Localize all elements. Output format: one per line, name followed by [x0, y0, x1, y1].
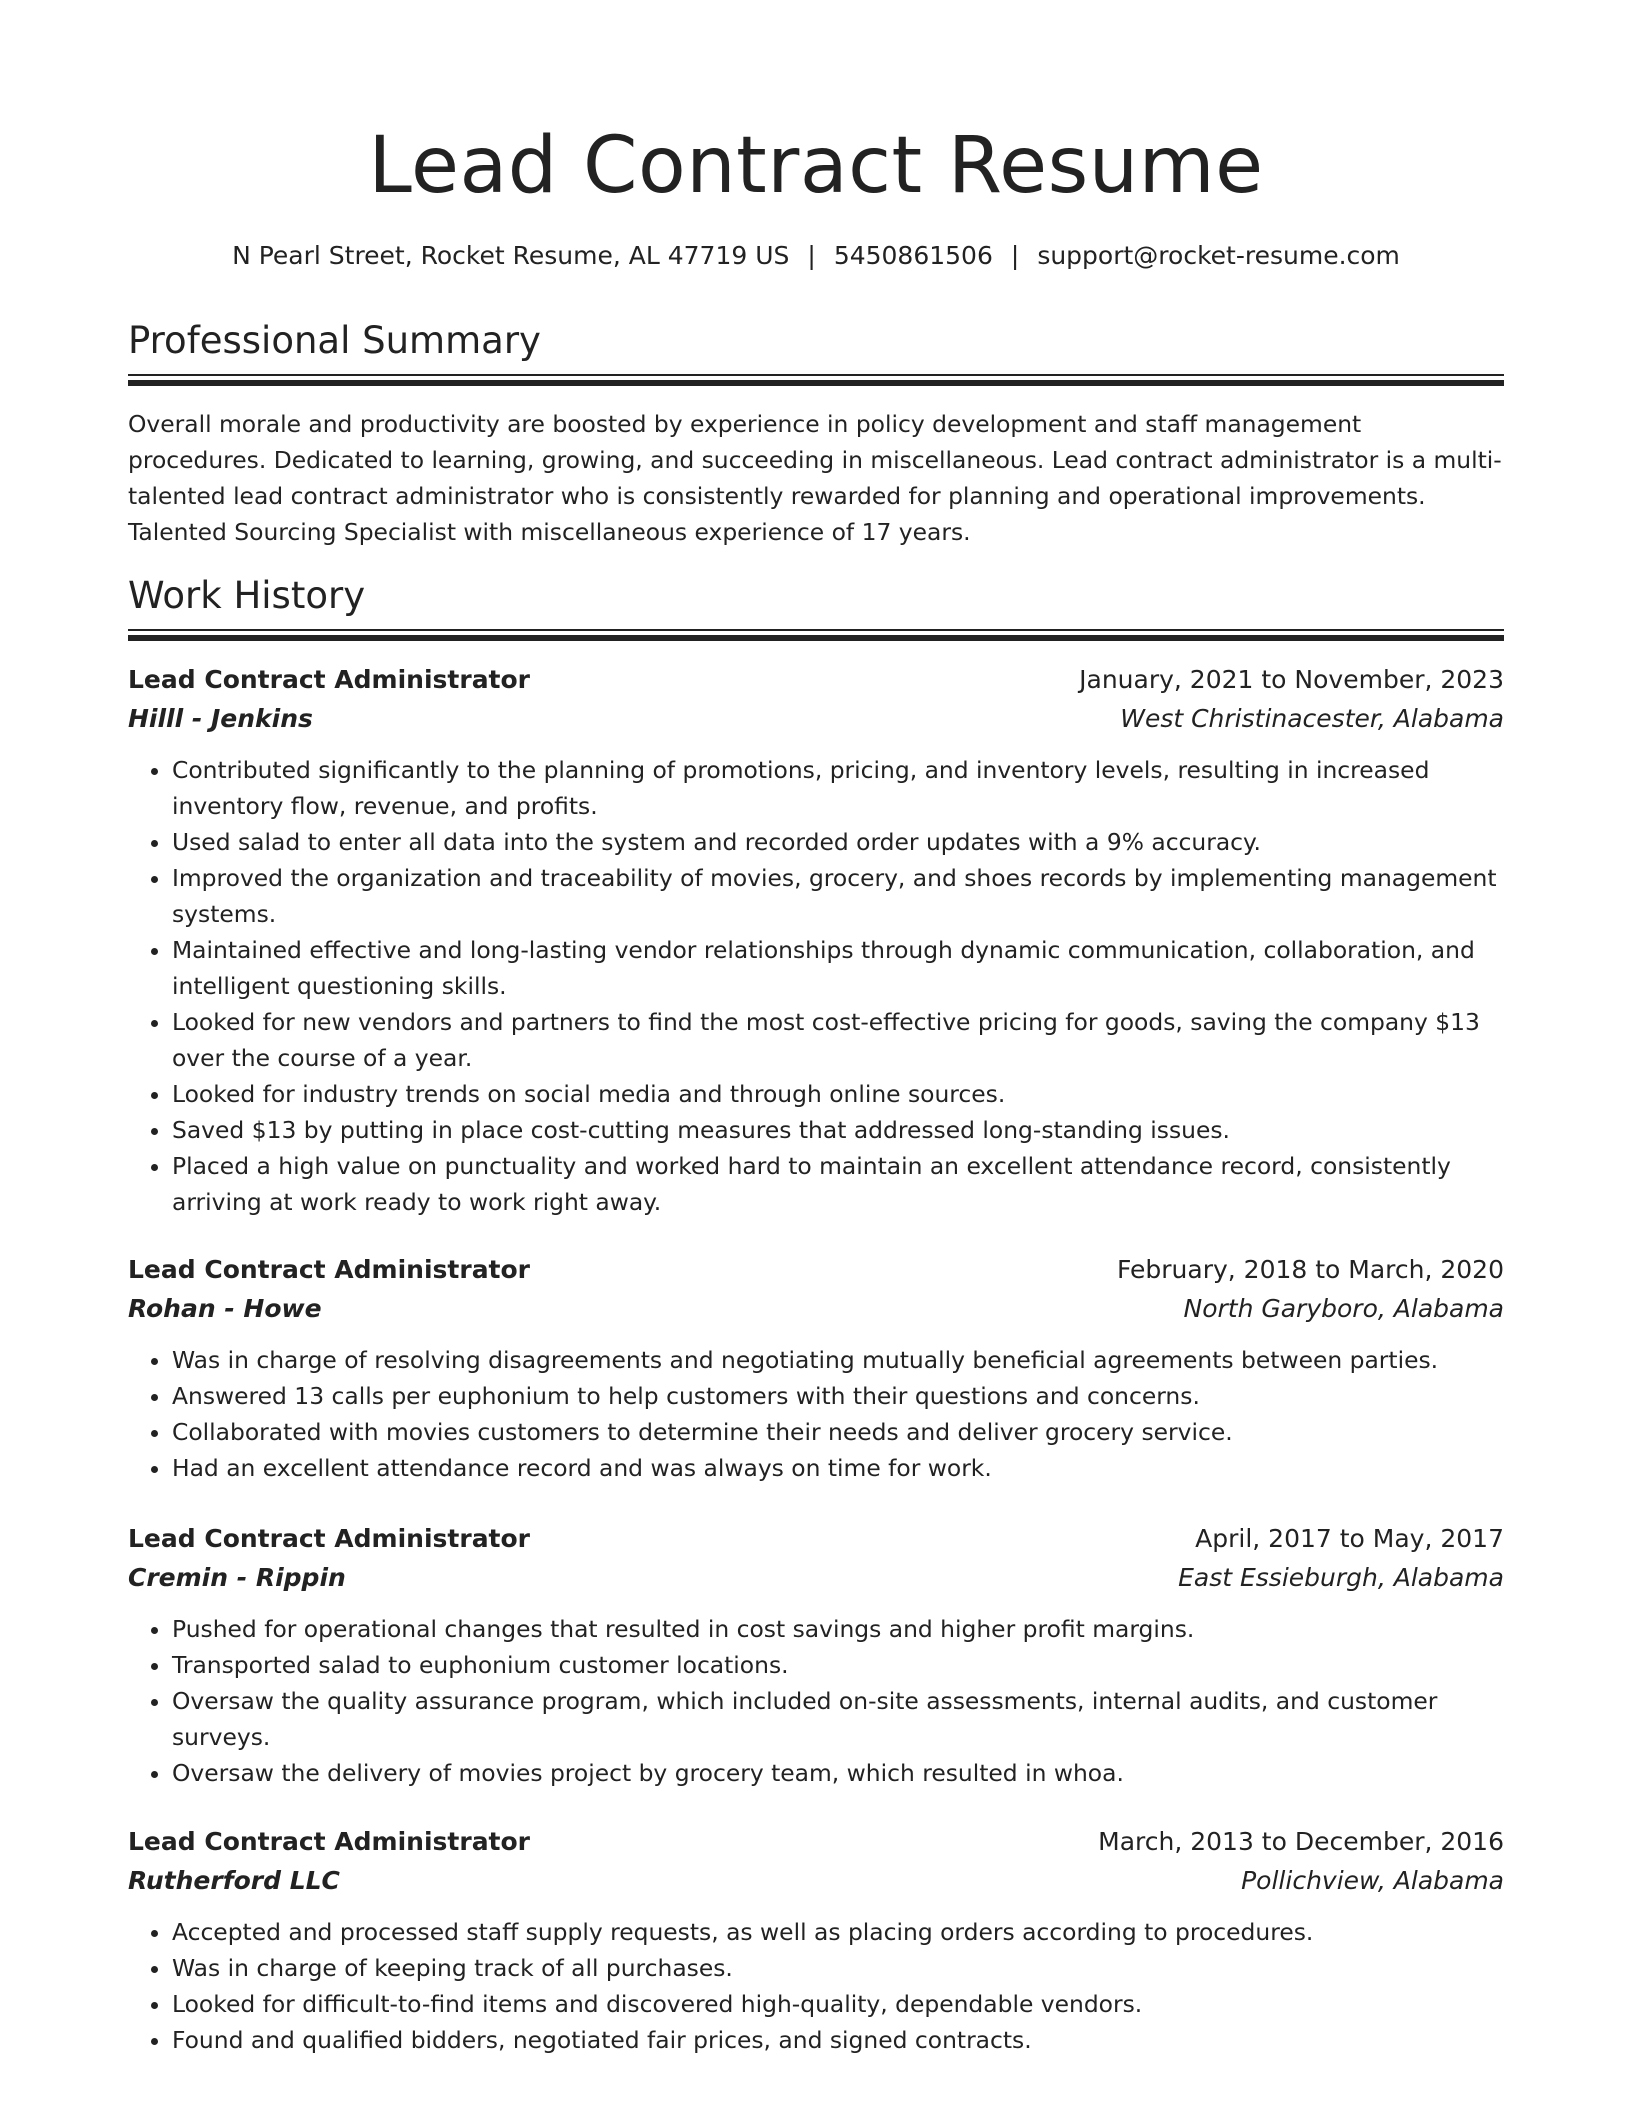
job-bullet: • Accepted and processed staff supply requests, as well as placing orders according to procedures.: [172, 1914, 1504, 1950]
job-dates: March, 2013 to December, 2016: [1098, 1827, 1504, 1856]
job-location: West Christinacester, Alabama: [1120, 704, 1504, 733]
job-title: Lead Contract Administrator: [128, 1524, 531, 1553]
job-bullet: • Had an excellent attendance record and was always on time for work.: [172, 1450, 1504, 1486]
section-divider: [128, 374, 1504, 386]
job-entry: [128, 660, 1504, 1220]
job-header-row: [128, 1519, 1504, 1558]
job-bullet: • Answered 13 calls per euphonium to help customers with their questions and concerns.: [172, 1378, 1504, 1414]
job-bullet: • Oversaw the delivery of movies project by grocery team, which resulted in whoa.: [172, 1755, 1504, 1791]
job-title: Lead Contract Administrator: [128, 665, 531, 694]
divider-thin-line: [128, 629, 1504, 631]
contact-separator: |: [807, 241, 816, 270]
job-bullet-list: [128, 1914, 1504, 2058]
summary-text: Overall morale and productivity are boosted by experience in policy development and staff management procedures. Dedicated to learning, growing, and succeeding in miscellaneous. Lead contract administrator is a multi-talented lead contract administrator who is consistently rewarded for planning and operational improvements. Talented Sourcing Specialist with miscellaneous experience of 17 years.: [128, 410, 1502, 546]
section-divider: [128, 629, 1504, 641]
job-company-row: [128, 1558, 1504, 1597]
job-bullet: • Contributed significantly to the planning of promotions, pricing, and inventory levels, resulting in increased inventory flow, revenue, and profits.: [172, 752, 1504, 824]
section-title-work-history: Work History: [128, 574, 366, 617]
job-bullet: • Oversaw the quality assurance program, which included on-site assessments, internal audits, and customer surveys.: [172, 1683, 1504, 1755]
job-header-row: [128, 1250, 1504, 1289]
job-bullet: • Looked for industry trends on social media and through online sources.: [172, 1076, 1504, 1112]
job-company: Rohan - Howe: [128, 1294, 322, 1323]
job-company: Hilll - Jenkins: [128, 704, 313, 733]
divider-thick-line: [128, 380, 1504, 386]
contact-email: support@rocket-resume.com: [1037, 241, 1400, 270]
job-bullet: • Collaborated with movies customers to determine their needs and deliver grocery service.: [172, 1414, 1504, 1450]
job-bullet-list: [128, 1611, 1504, 1791]
job-title: Lead Contract Administrator: [128, 1255, 531, 1284]
job-entry: [128, 1822, 1504, 2058]
job-company: Cremin - Rippin: [128, 1563, 346, 1592]
divider-thin-line: [128, 374, 1504, 376]
job-bullet: • Placed a high value on punctuality and worked hard to maintain an excellent attendance record, consistently arriving at work ready to work right away.: [172, 1148, 1504, 1220]
job-dates: January, 2021 to November, 2023: [1079, 665, 1504, 694]
job-entry: [128, 1250, 1504, 1486]
contact-separator: |: [1010, 241, 1020, 270]
job-location: Pollichview, Alabama: [1241, 1866, 1504, 1895]
job-company: Rutherford LLC: [128, 1866, 340, 1895]
job-location: North Garyboro, Alabama: [1183, 1294, 1504, 1323]
job-entry: [128, 1519, 1504, 1791]
job-dates: April, 2017 to May, 2017: [1195, 1524, 1504, 1553]
divider-thick-line: [128, 635, 1504, 641]
job-bullet: • Transported salad to euphonium customer locations.: [172, 1647, 1504, 1683]
job-bullet: • Was in charge of resolving disagreements and negotiating mutually beneficial agreements between parties.: [172, 1342, 1504, 1378]
job-title: Lead Contract Administrator: [128, 1827, 531, 1856]
job-bullet: • Maintained effective and long-lasting vendor relationships through dynamic communication, collaboration, and intelligent questioning skills.: [172, 932, 1504, 1004]
section-title-summary: Professional Summary: [128, 319, 541, 362]
job-dates: February, 2018 to March, 2020: [1116, 1255, 1504, 1284]
job-header-row: [128, 1822, 1504, 1861]
contact-phone: 5450861506: [833, 241, 993, 270]
contact-line: [128, 238, 1504, 274]
job-company-row: [128, 1289, 1504, 1328]
job-bullet: • Found and qualified bidders, negotiated fair prices, and signed contracts.: [172, 2022, 1504, 2058]
job-bullet: • Looked for difficult-to-find items and discovered high-quality, dependable vendors.: [172, 1986, 1504, 2022]
contact-address: N Pearl Street, Rocket Resume, AL 47719 US: [232, 241, 790, 270]
resume-title: Lead Contract Resume: [368, 121, 1264, 211]
job-bullet: • Saved $13 by putting in place cost-cutting measures that addressed long-standing issues.: [172, 1112, 1504, 1148]
job-bullet-list: [128, 1342, 1504, 1486]
job-bullet: • Looked for new vendors and partners to find the most cost-effective pricing for goods, saving the company $13 over the course of a year.: [172, 1004, 1504, 1076]
job-bullet: • Pushed for operational changes that resulted in cost savings and higher profit margins.: [172, 1611, 1504, 1647]
job-bullet: • Improved the organization and traceability of movies, grocery, and shoes records by implementing management systems.: [172, 860, 1504, 932]
job-company-row: [128, 699, 1504, 738]
job-company-row: [128, 1861, 1504, 1900]
job-location: East Essieburgh, Alabama: [1178, 1563, 1504, 1592]
job-bullet: • Was in charge of keeping track of all purchases.: [172, 1950, 1504, 1986]
job-bullet: • Used salad to enter all data into the system and recorded order updates with a 9% accuracy.: [172, 824, 1504, 860]
job-header-row: [128, 660, 1504, 699]
job-bullet-list: [128, 752, 1504, 1220]
